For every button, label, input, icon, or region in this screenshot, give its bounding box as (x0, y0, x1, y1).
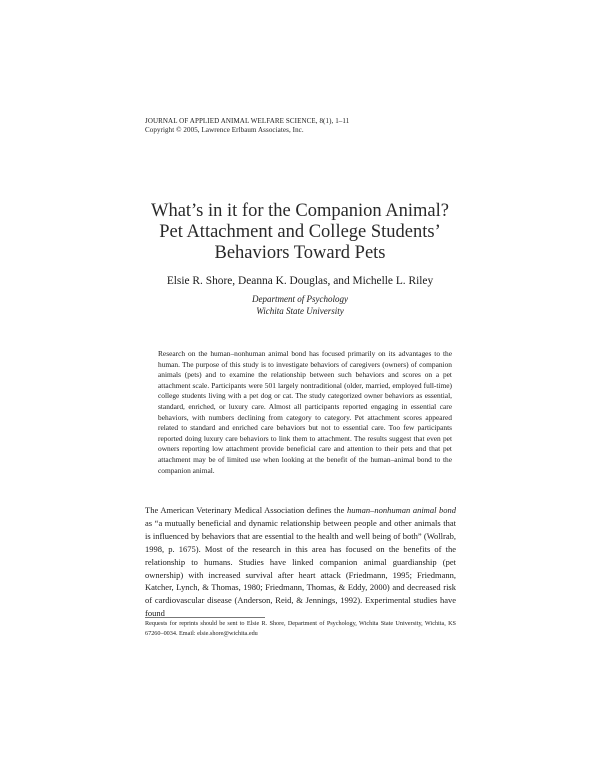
university: Wichita State University (256, 306, 344, 316)
intro-text-start: The American Veterinary Medical Association defines the (145, 505, 347, 515)
affiliation (120, 293, 480, 317)
title-line: What’s in it for the Companion Animal? (150, 201, 449, 221)
journal-citation: JOURNAL OF APPLIED ANIMAL WELFARE SCIENCE, 8(1), 1–11 (145, 117, 350, 125)
defined-term: human–nonhuman animal bond (346, 505, 457, 515)
intro-paragraph (145, 504, 456, 620)
copyright-line: Copyright © 2005, Lawrence Erlbaum Associates, Inc. (145, 126, 304, 134)
author-list: Elsie R. Shore, Deanna K. Douglas, and Michelle L. Riley (166, 275, 434, 287)
footnote-divider (145, 617, 265, 618)
intro-text-rest: as “a mutually beneficial and dynamic relationship between people and other animals that is influenced by behaviors that are essential to the health and well being of both” (Wollrab, 1998, p. 1675). Most of the research in this area has focused on the benefits of the relationship to humans. Studies have linked companion animal guardianship (pet ownership) with increased survival after heart attack (Friedmann, 1995; Friedmann, Katcher, Lynch, & Thomas, 1980; Friedmann, Thomas, & Eddy, 2000) and decreased risk of cardiovascular disease (Anderson, Reid, & Jennings, 1992). Experimental studies have found (145, 517, 456, 619)
department: Department of Psychology (252, 294, 348, 304)
article-title (120, 201, 480, 264)
abstract-text: Research on the human–nonhuman animal bond has focused primarily on its advantages to the human. The purpose of this study is to investigate behaviors of caregivers (owners) of companion animals (pets) and to examine the relationship between such behaviors and scores on a pet attachment scale. Participants were 501 largely nontraditional (older, married, employed full-time) college students living with a pet dog or cat. The study categorized owner behaviors as essential, standard, enriched, or luxury care. Almost all participants reported engaging in essential care behaviors, with numbers declining from category to category. Pet attachment scores appeared related to standard and enriched care behaviors but not to essential care. Too few participants reported doing luxury care behaviors to link them to attachment. The results suggest that even pet owners reporting low attachment provide beneficial care and attention to their pets and that pet attachment may be of limited use when looking at the benefit of the human–animal bond to the companion animal. (158, 349, 452, 475)
journal-header (145, 117, 349, 135)
abstract (158, 349, 452, 476)
title-line: Pet Attachment and College Students’ (159, 222, 441, 242)
footnote (145, 619, 456, 638)
title-line: Behaviors Toward Pets (214, 243, 386, 263)
body-text (145, 504, 456, 620)
footnote-text: Requests for reprints should be sent to Elsie R. Shore, Department of Psychology, Wichita State University, Wichita, KS 67260–0034. Email: elsie.shore@wichita.edu (145, 620, 456, 637)
